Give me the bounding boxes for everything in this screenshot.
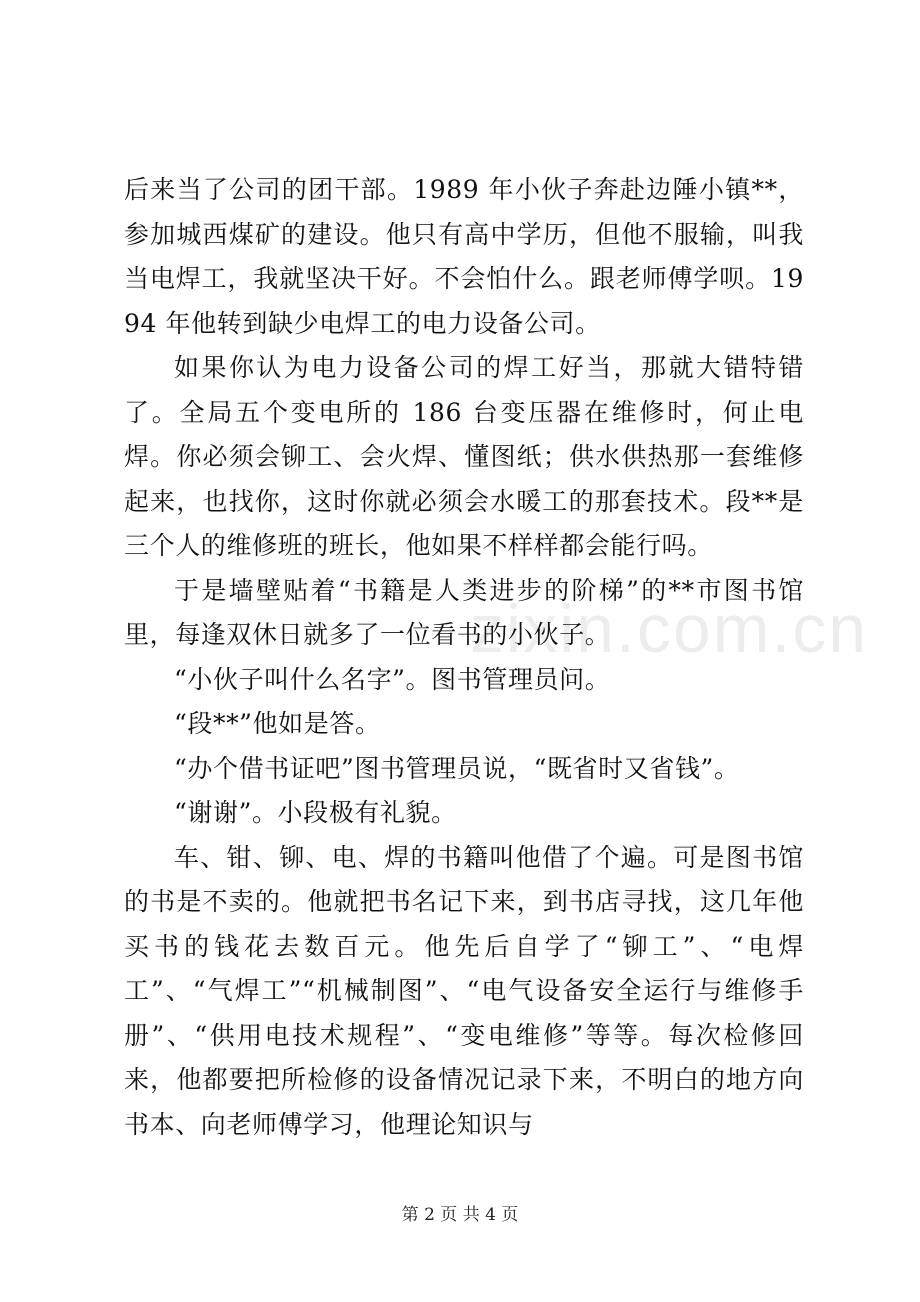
watermark: zixin.com.cn bbox=[470, 591, 869, 667]
paragraph-1: 后来当了公司的团干部。1989 年小伙子奔赴边陲小镇**，参加城西煤矿的建设。他只有高中学历，但他不服输，叫我当电焊工，我就坚决干好。不会怕什么。跟老师傅学呗。1994 年他转到缺少电焊工的电力设备公司。 bbox=[124, 175, 804, 338]
paragraph-8: 车、钳、铆、电、焊的书籍叫他借了个遍。可是图书馆的书是不卖的。他就把书名记下来，到书店寻找，这几年他买书的钱花去数百元。他先后自学了“铆工”、“电焊工”、“气焊工”“机械制图”、“电气设备安全运行与维修手册”、“供用电技术规程”、“变电维修”等等。每次检修回来，他都要把所检修的设备情况记录下来，不明白的地方向书本、向老师傅学习，他理论知识与 bbox=[124, 842, 804, 1139]
paragraph-3: 于是墙壁贴着“书籍是人类进步的阶梯”的**市图书馆里，每逢双休日就多了一位看书的小伙子。 bbox=[124, 575, 804, 649]
paragraph-7: “谢谢”。小段极有礼貌。 bbox=[174, 798, 457, 827]
paragraph-5: “段**”他如是答。 bbox=[174, 709, 381, 738]
paragraph-2: 如果你认为电力设备公司的焊工好当，那就大错特错了。全局五个变电所的 186 台变压器在维修时，何止电焊。你必须会铆工、会火焊、懂图纸；供水供热那一套维修起来，也找你，这时你就必须会水暖工的那套技术。段**是三个人的维修班的班长，他如果不样样都会能行吗。 bbox=[124, 353, 804, 560]
document-body bbox=[124, 168, 804, 1147]
page-footer: 第 2 页 共 4 页 bbox=[401, 1205, 519, 1225]
paragraph-4: “小伙子叫什么名字”。图书管理员问。 bbox=[174, 664, 611, 694]
paragraph-6: “办个借书证吧”图书管理员说，“既省时又省钱”。 bbox=[174, 753, 740, 783]
